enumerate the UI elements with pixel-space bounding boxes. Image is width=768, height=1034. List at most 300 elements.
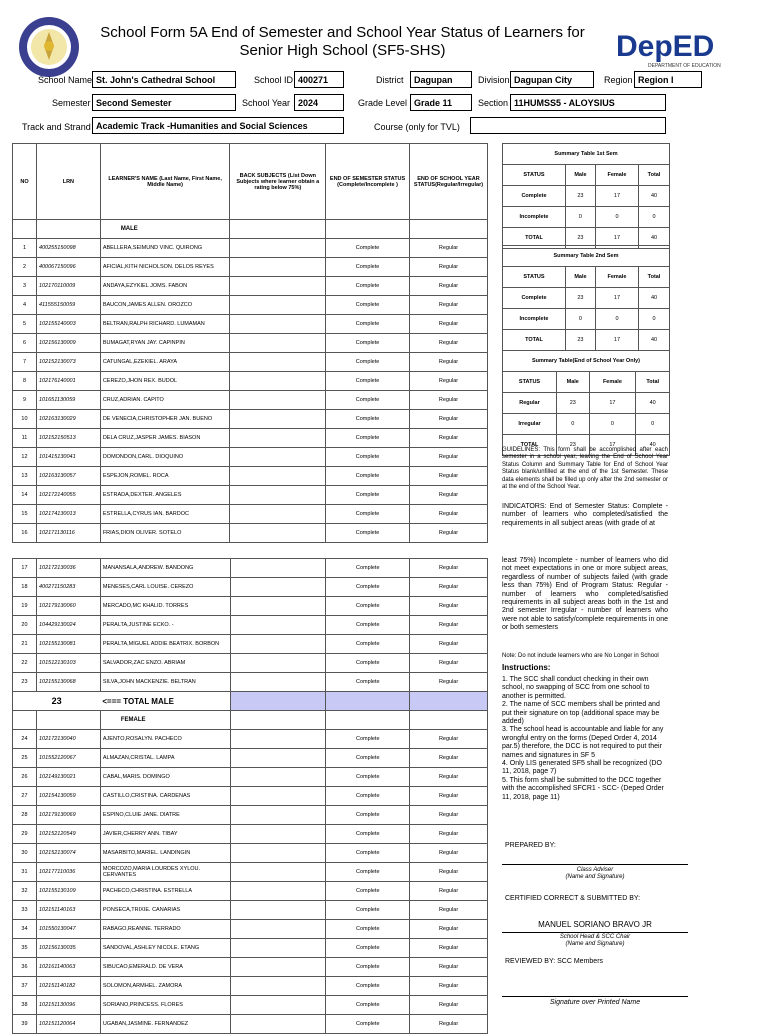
learner-lrn: 102155130109 [36, 882, 100, 901]
learner-sem-status: Complete [326, 901, 410, 920]
learner-back-subjects [230, 901, 326, 920]
learner-back-subjects [230, 616, 326, 635]
summary-cell-status: Incomplete [503, 309, 566, 330]
summary-row [503, 186, 670, 207]
summary-caption: Summary Table(End of School Year Only) [503, 351, 670, 372]
learner-sem-status: Complete [326, 372, 410, 391]
instruction-item: 2. The name of SCC members shall be printed and put their signature on top (additional space may be added) [502, 701, 660, 726]
summary-cell-total: 0 [639, 207, 670, 228]
school-name-field: St. John's Cathedral School [92, 71, 236, 88]
learner-year-status: Regular [410, 486, 488, 505]
learner-lrn: 102149130021 [36, 768, 100, 787]
learner-back-subjects [230, 467, 326, 486]
learner-name: PERALTA,MIGUEL ADDIE BEATRIX. BORBON [100, 635, 230, 654]
learner-back-subjects [230, 920, 326, 939]
school-year-field: 2024 [294, 94, 344, 111]
learner-name: MORCOZO,MARIA LOURDES XYLOU. CERVANTES [100, 863, 230, 882]
school-head-name: MANUEL SORIANO BRAVO JR [538, 920, 652, 929]
learner-year-status: Regular [410, 673, 488, 692]
summary-cell-female: 17 [595, 330, 638, 351]
col-yr: END OF SCHOOL YEAR STATUS(Regular/Irregular) [410, 144, 488, 220]
learner-sem-status: Complete [326, 806, 410, 825]
learner-sem-status: Complete [326, 391, 410, 410]
learner-sem-status: Complete [326, 787, 410, 806]
grade-level-field: Grade 11 [410, 94, 472, 111]
table-row [13, 524, 488, 543]
learner-name: AFICIAL,KITH NICHOLSON. DELOS REYES [100, 258, 230, 277]
learner-no: 21 [13, 635, 37, 654]
indicators-text-cont: least 75%) Incomplete - number of learners who did not meet expectations in one or more subject areas, regardless of number of subjects failed (with grade less than 75%) End of Program Status: Regular - number of learners who completed/satisfied requirements in all subject areas both in the 1st and 2nd semester Irregular - number of learners who were not able to satisfy/complete requirements in one or both semesters [502, 557, 668, 632]
summary-header: Male [557, 372, 589, 393]
summary-cell-total: 40 [636, 393, 670, 414]
learner-back-subjects [230, 372, 326, 391]
section-field: 11HUMSS5 - ALOYSIUS [510, 94, 666, 111]
learner-no: 32 [13, 882, 37, 901]
summary-header: Total [636, 372, 670, 393]
summary-cell-female: 0 [595, 207, 638, 228]
table-row [13, 391, 488, 410]
learner-year-status: Regular [410, 353, 488, 372]
learner-lrn: 102155140003 [36, 315, 100, 334]
summary-cell-female: 0 [595, 309, 638, 330]
learner-sem-status: Complete [326, 749, 410, 768]
learner-lrn: 101651130059 [36, 391, 100, 410]
learner-sem-status: Complete [326, 939, 410, 958]
learner-year-status: Regular [410, 996, 488, 1015]
learner-year-status: Regular [410, 334, 488, 353]
table-row [13, 410, 488, 429]
summary-table-1st-sem [502, 143, 670, 249]
learner-back-subjects [230, 882, 326, 901]
learner-lrn: 411555150059 [36, 296, 100, 315]
learner-lrn: 102179130060 [36, 597, 100, 616]
head-caption [502, 934, 688, 948]
learner-name: SIBUCAO,EMERALD. DE VERA [100, 958, 230, 977]
learner-year-status: Regular [410, 901, 488, 920]
summary-cell-total: 40 [639, 288, 670, 309]
head-title-label: School Head & SCC Chair [559, 934, 631, 940]
learner-name: MENESES,CARL LOUISE. CEREZO [100, 578, 230, 597]
learner-no: 11 [13, 429, 37, 448]
head-name-sig-label: (Name and Signature) [565, 941, 625, 947]
learner-year-status: Regular [410, 1015, 488, 1034]
learner-lrn: 102152150513 [36, 429, 100, 448]
learner-no: 1 [13, 239, 37, 258]
learner-no: 2 [13, 258, 37, 277]
learner-lrn: 102151140182 [36, 977, 100, 996]
summary-header: Total [639, 165, 670, 186]
learner-lrn: 102172130040 [36, 730, 100, 749]
learner-no: 22 [13, 654, 37, 673]
signature-printed-label: Signature over Printed Name [549, 999, 641, 1006]
learner-name: ESTRADA,DEXTER. ANGELES [100, 486, 230, 505]
total-male-label: <=== TOTAL MALE [100, 692, 230, 711]
title-line-2: Senior High School (SF5-SHS) [239, 42, 446, 59]
learner-no: 35 [13, 939, 37, 958]
summary-cell-status: Complete [503, 288, 566, 309]
learner-lrn: 102170110009 [36, 277, 100, 296]
summary-cell-male: 23 [557, 435, 589, 456]
learner-lrn: 102161140063 [36, 958, 100, 977]
learner-year-status: Regular [410, 296, 488, 315]
learner-no: 14 [13, 486, 37, 505]
learner-back-subjects [230, 635, 326, 654]
learner-back-subjects [230, 597, 326, 616]
learner-no: 8 [13, 372, 37, 391]
learner-name: ABELLERA,SEIMUND VINC. QUIRONG [100, 239, 230, 258]
learner-sem-status: Complete [326, 616, 410, 635]
table-row [13, 239, 488, 258]
instruction-item: 4. Only LIS generated SF5 shall be recognized (DO 11, 2018, page 7) [502, 760, 662, 776]
learner-year-status: Regular [410, 597, 488, 616]
table-row [13, 597, 488, 616]
semester-label: Semester [52, 98, 91, 108]
table-row [13, 958, 488, 977]
learner-no: 29 [13, 825, 37, 844]
summary-cell-total: 40 [639, 330, 670, 351]
table-row [13, 806, 488, 825]
learner-lrn: 102163130029 [36, 410, 100, 429]
learner-name: CRUZ,ADRIAN. CAPITO [100, 391, 230, 410]
learner-lrn: 102171130116 [36, 524, 100, 543]
learner-year-status: Regular [410, 977, 488, 996]
indicators-text-top: INDICATORS: End of Semester Status: Complete - number of learners who completed/satisfied the requirements in all subject areas (with grade of at [502, 503, 668, 527]
learner-name: JAVIER,CHERRY ANN. TIBAY [100, 825, 230, 844]
summary-cell-status: Regular [503, 393, 557, 414]
learner-sem-status: Complete [326, 996, 410, 1015]
table-row [13, 825, 488, 844]
learner-sem-status: Complete [326, 296, 410, 315]
summary-cell-female: 17 [595, 228, 638, 249]
table-row [13, 353, 488, 372]
track-field: Academic Track -Humanities and Social Sciences [92, 117, 344, 134]
class-adviser-label: Class Adviser [576, 867, 614, 873]
rows-page1 [13, 239, 488, 543]
learner-sem-status: Complete [326, 524, 410, 543]
summary-cell-male: 23 [565, 288, 595, 309]
summary-row [503, 309, 670, 330]
learner-back-subjects [230, 239, 326, 258]
learner-back-subjects [230, 448, 326, 467]
learner-name: RABAGO,REANNE. TERRADO [100, 920, 230, 939]
learner-no: 23 [13, 673, 37, 692]
learner-year-status: Regular [410, 277, 488, 296]
learner-name: AJENTO,ROSALYN. PACHECO [100, 730, 230, 749]
col-back: BACK SUBJECTS (List Down Subjects where learner obtain a rating below 75%) [230, 144, 326, 220]
summary-cell-male: 23 [557, 393, 589, 414]
summary-header: Female [595, 165, 638, 186]
learner-name: CASTILLO,CRISTINA. CARDENAS [100, 787, 230, 806]
female-label: FEMALE [100, 711, 230, 730]
learner-back-subjects [230, 844, 326, 863]
note-text: Note: Do not include learners who are No Longer in School [502, 653, 659, 659]
learner-name: PERALTA,JUSTINE ECKO. - [100, 616, 230, 635]
learner-sem-status: Complete [326, 768, 410, 787]
learner-lrn: 102156130009 [36, 334, 100, 353]
learner-sem-status: Complete [326, 353, 410, 372]
learner-lrn: 400255150098 [36, 239, 100, 258]
learner-year-status: Regular [410, 239, 488, 258]
learner-back-subjects [230, 977, 326, 996]
learner-name: MANANSALA,ANDREW. BANDONG [100, 559, 230, 578]
table-row [13, 467, 488, 486]
learner-name: CATUNGAL,EZEKIEL. ARAYA [100, 353, 230, 372]
learner-name: MASARBITO,MARIEL. LANDINGIN [100, 844, 230, 863]
summary-cell-female: 17 [595, 288, 638, 309]
school-year-label: School Year [242, 98, 291, 108]
learner-name: BAUCON,JAMES ALLEN. OROZCO [100, 296, 230, 315]
col-name: LEARNER'S NAME (Last Name, First Name, Middle Name) [100, 144, 230, 220]
learner-year-status: Regular [410, 806, 488, 825]
learner-no: 26 [13, 768, 37, 787]
school-id-label: School ID [254, 75, 294, 85]
learner-name: SORIANO,PRINCESS. FLORES [100, 996, 230, 1015]
learner-no: 37 [13, 977, 37, 996]
learner-sem-status: Complete [326, 654, 410, 673]
learner-sem-status: Complete [326, 334, 410, 353]
table-row [13, 635, 488, 654]
learner-sem-status: Complete [326, 467, 410, 486]
summary-cell-total: 0 [636, 414, 670, 435]
learner-no: 17 [13, 559, 37, 578]
table-row [13, 673, 488, 692]
summary-header: Female [589, 372, 636, 393]
learner-sem-status: Complete [326, 673, 410, 692]
learner-year-status: Regular [410, 863, 488, 882]
table-row [13, 429, 488, 448]
summary-table-end-of-year [502, 350, 670, 456]
learner-year-status: Regular [410, 258, 488, 277]
learner-year-status: Regular [410, 958, 488, 977]
summary-cell-female: 0 [589, 414, 636, 435]
learner-no: 6 [13, 334, 37, 353]
learner-back-subjects [230, 863, 326, 882]
school-id-field: 400271 [294, 71, 344, 88]
learner-year-status: Regular [410, 559, 488, 578]
title-line-1: School Form 5A End of Semester and School Year Status of Learners for [100, 24, 585, 41]
district-field: Dagupan [410, 71, 472, 88]
learner-year-status: Regular [410, 844, 488, 863]
learner-no: 12 [13, 448, 37, 467]
learner-lrn: 102177110036 [36, 863, 100, 882]
col-sem: END OF SEMESTER STATUS (Complete/Incomplete ) [326, 144, 410, 220]
learner-no: 9 [13, 391, 37, 410]
adviser-name-sig-label: (Name and Signature) [565, 874, 625, 880]
learners-table-page2 [12, 558, 488, 1034]
learner-year-status: Regular [410, 429, 488, 448]
learner-sem-status: Complete [326, 258, 410, 277]
learner-name: ESTRELLA,CYRUS IAN. BARDOC [100, 505, 230, 524]
learner-sem-status: Complete [326, 505, 410, 524]
learner-back-subjects [230, 768, 326, 787]
learner-back-subjects [230, 1015, 326, 1034]
division-label: Division [478, 75, 510, 85]
summary-cell-male: 0 [565, 309, 595, 330]
learner-name: PONSECA,TRIXIE. CANARIAS [100, 901, 230, 920]
learner-lrn: 102176140001 [36, 372, 100, 391]
table-row [13, 296, 488, 315]
learner-year-status: Regular [410, 882, 488, 901]
learner-no: 31 [13, 863, 37, 882]
learner-back-subjects [230, 296, 326, 315]
learner-lrn: 102151140163 [36, 901, 100, 920]
learner-year-status: Regular [410, 730, 488, 749]
learner-year-status: Regular [410, 616, 488, 635]
learner-back-subjects [230, 749, 326, 768]
summary-table-2nd-sem [502, 245, 670, 351]
table-row [13, 882, 488, 901]
male-label: MALE [100, 220, 230, 239]
learner-back-subjects [230, 806, 326, 825]
table-row [13, 616, 488, 635]
learner-year-status: Regular [410, 635, 488, 654]
learner-name: SALVADOR,ZAC ENZO. ABRIAM [100, 654, 230, 673]
learner-year-status: Regular [410, 315, 488, 334]
learner-no: 30 [13, 844, 37, 863]
learner-sem-status: Complete [326, 882, 410, 901]
learner-lrn: 400271150283 [36, 578, 100, 597]
summary-header: Total [639, 267, 670, 288]
summary-cell-total: 40 [639, 228, 670, 249]
table-row [13, 977, 488, 996]
table-row [13, 1015, 488, 1034]
learner-no: 13 [13, 467, 37, 486]
learner-lrn: 102172130036 [36, 559, 100, 578]
summary-cell-male: 0 [565, 207, 595, 228]
learner-name: DELA CRUZ,JASPER JAMES. BIASON [100, 429, 230, 448]
learner-name: BELTRAN,RALPH RICHARD. LUMAMAN [100, 315, 230, 334]
learner-sem-status: Complete [326, 315, 410, 334]
col-lrn: LRN [36, 144, 100, 220]
school-name-label: School Name [38, 75, 93, 85]
division-field: Dagupan City [510, 71, 594, 88]
learner-back-subjects [230, 486, 326, 505]
learner-lrn: 102151130096 [36, 996, 100, 1015]
summary-cell-status: Complete [503, 186, 566, 207]
learner-no: 20 [13, 616, 37, 635]
summary-cell-status: TOTAL [503, 330, 566, 351]
summary-cell-male: 23 [565, 330, 595, 351]
summary-caption: Summary Table 1st Sem [503, 144, 670, 165]
learner-year-status: Regular [410, 524, 488, 543]
learner-back-subjects [230, 391, 326, 410]
table-row [13, 372, 488, 391]
summary-header: STATUS [503, 165, 566, 186]
learner-year-status: Regular [410, 920, 488, 939]
deped-logo-sub: DEPARTMENT OF EDUCATION [648, 63, 721, 69]
learner-year-status: Regular [410, 391, 488, 410]
learner-no: 24 [13, 730, 37, 749]
summary-cell-female: 17 [595, 186, 638, 207]
summary-caption: Summary Table 2nd Sem [503, 246, 670, 267]
instruction-item: 3. The school head is accountable and liable for any wrongful entry on the forms (Deped Order 4, 2014 par.5) therefore, the DCC is not required to put their names and signatures in SF 5 [502, 726, 664, 759]
table-row [13, 749, 488, 768]
learner-back-subjects [230, 334, 326, 353]
learners-table-page1 [12, 143, 488, 543]
learner-no: 16 [13, 524, 37, 543]
learner-lrn: 102172140055 [36, 486, 100, 505]
learner-no: 36 [13, 958, 37, 977]
guidelines-text: GUIDELINES: This form shall be accomplished after each semester in a school year, leaving the End of School Year Status Column and Summary Table for End of School Year Status blank/unfilled at the end of the 1st Semester. These data elements shall be filled up only after the 2nd semester or at the end of the School Year. [502, 447, 668, 491]
deped-logo [612, 24, 752, 70]
learner-name: ESPINO,CLUIE JANE. DIATRE [100, 806, 230, 825]
learner-name: ALMAZAN,CRISTAL. LAMPA [100, 749, 230, 768]
table-row [13, 768, 488, 787]
learner-no: 18 [13, 578, 37, 597]
learner-year-status: Regular [410, 410, 488, 429]
learner-sem-status: Complete [326, 486, 410, 505]
scc-signature-line [502, 996, 688, 997]
learner-lrn: 102155130068 [36, 673, 100, 692]
table-row [13, 787, 488, 806]
summary-row [503, 393, 670, 414]
summary-cell-female: 17 [589, 393, 636, 414]
learner-lrn: 101512130103 [36, 654, 100, 673]
table-row [13, 334, 488, 353]
learner-sem-status: Complete [326, 635, 410, 654]
summary-header: STATUS [503, 372, 557, 393]
learner-lrn: 102163130057 [36, 467, 100, 486]
learner-back-subjects [230, 559, 326, 578]
learner-sem-status: Complete [326, 448, 410, 467]
learner-lrn: 102152130074 [36, 844, 100, 863]
summary-header: Male [565, 165, 595, 186]
instruction-item: 5. This form shall be submitted to the DCC together with the accomplished SFCR1 - SCC- (Deped Order 11, 2018, page 11) [502, 776, 664, 801]
learner-back-subjects [230, 787, 326, 806]
table-row [13, 939, 488, 958]
learner-no: 27 [13, 787, 37, 806]
learner-year-status: Regular [410, 825, 488, 844]
learner-lrn: 101552120067 [36, 749, 100, 768]
instructions-list [502, 676, 668, 802]
learner-name: MERCADO,MC KHALID. TORRES [100, 597, 230, 616]
learner-sem-status: Complete [326, 410, 410, 429]
learner-back-subjects [230, 429, 326, 448]
course-label: Course (only for TVL) [374, 122, 460, 132]
learner-back-subjects [230, 654, 326, 673]
learner-back-subjects [230, 825, 326, 844]
learner-name: SOLOMON,ARMHEL. ZAMORA [100, 977, 230, 996]
track-label: Track and Strand [22, 122, 91, 132]
learner-no: 34 [13, 920, 37, 939]
learner-lrn: 101415130041 [36, 448, 100, 467]
learner-year-status: Regular [410, 467, 488, 486]
summary-cell-status: Incomplete [503, 207, 566, 228]
learner-lrn: 102151120064 [36, 1015, 100, 1034]
learner-name: SANDOVAL,ASHLEY NICOLE. ETANG [100, 939, 230, 958]
learner-lrn: 102152120549 [36, 825, 100, 844]
summary-cell-status: TOTAL [503, 435, 557, 456]
table-row [13, 578, 488, 597]
table-row [13, 730, 488, 749]
reviewed-by-label: REVIEWED BY: SCC Members [505, 958, 604, 965]
learner-name: SILVA,JOHN MACKENZIE. BELTRAN [100, 673, 230, 692]
learner-year-status: Regular [410, 939, 488, 958]
learner-sem-status: Complete [326, 1015, 410, 1034]
region-label: Region [604, 75, 633, 85]
learner-no: 4 [13, 296, 37, 315]
table-row [13, 844, 488, 863]
learner-name: CABAL,MARIS. DOMINGO [100, 768, 230, 787]
summary-cell-total: 40 [639, 186, 670, 207]
semester-field: Second Semester [92, 94, 236, 111]
summary-cell-status: Irregular [503, 414, 557, 435]
learner-name: BUMAGAT,RYAN JAY. CAPINPIN [100, 334, 230, 353]
learner-no: 3 [13, 277, 37, 296]
learner-back-subjects [230, 578, 326, 597]
learner-back-subjects [230, 730, 326, 749]
learner-sem-status: Complete [326, 559, 410, 578]
